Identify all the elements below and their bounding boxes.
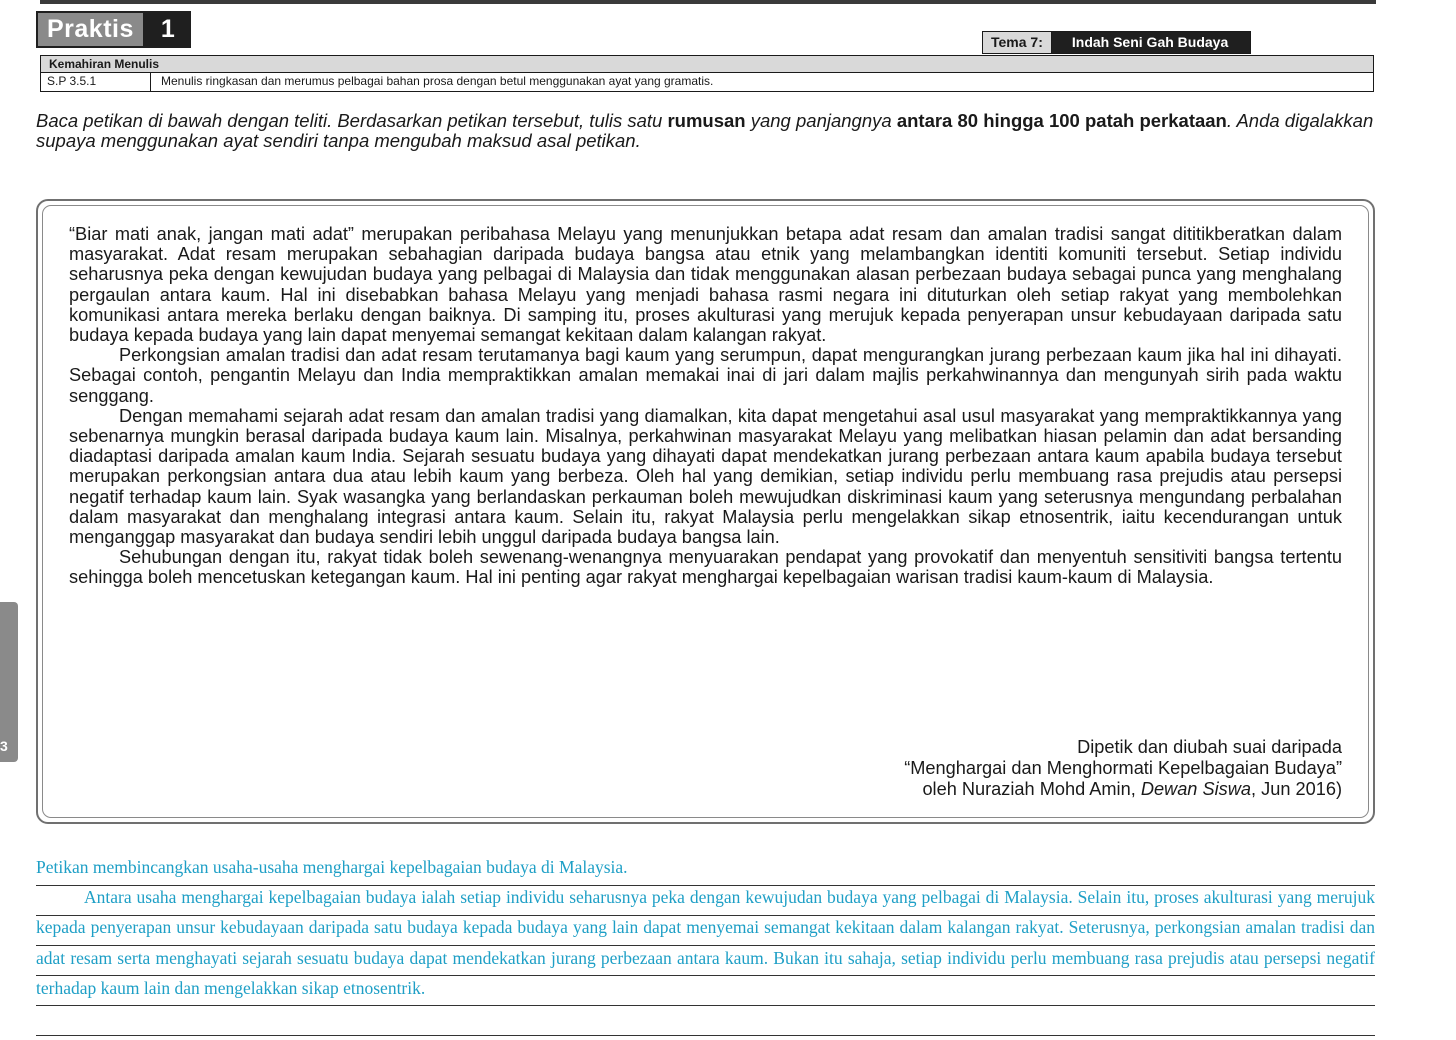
tema-label: Tema 7: xyxy=(983,32,1052,53)
passage-paragraph: Dengan memahami sejarah adat resam dan amalan tradisi yang diamalkan, kita dapat mengetahui asal usul masyarakat yang mempraktikkannya yang sebenarnya mungkin berasal daripada budaya kaum lain. Misalnya, perkahwinan masyarakat Melayu yang melibatkan hiasan pelamin dan adat bersanding diadaptasi daripada amalan kaum India. Sejarah sesuatu budaya yang dihayati dapat mendekatkan jurang perbezaan antara kaum apabila budaya tersebut merupakan perkongsian antara dua atau lebih kaum yang berbeza. Oleh hal yang demikian, setiap individu perlu membuang rasa prejudis atau persepsi negatif terhadap kaum lain. Syak wasangka yang berlandaskan perkauman boleh mewujudkan diskriminasi kaum yang seterusnya mengundang perbalahan dalam masyarakat dan menghalang integrasi antara kaum. Selain itu, rakyat Malaysia perlu mengelakkan sikap etnosentrik, iaitu kecendurangan untuk menganggap masyarakat dan budaya sendiri lebih unggul daripada budaya bangsa lain. xyxy=(69,405,1342,548)
skill-description: Menulis ringkasan dan merumus pelbagai bahan prosa dengan betul menggunakan ayat yang gramatis. xyxy=(161,74,714,88)
answer-rule-line xyxy=(36,1006,1375,1036)
praktis-word: Praktis xyxy=(38,13,143,46)
passage-source xyxy=(904,737,1342,800)
passage-paragraph: “Biar mati anak, jangan mati adat” merupakan peribahasa Melayu yang menunjukkan betapa adat resam dan amalan tradisi sangat dititikberatkan dalam masyarakat. Adat resam merupakan sebahagian daripada budaya bangsa atau etnik yang melambangkan identiti komuniti tersebut. Setiap individu seharusnya peka dengan kewujudan budaya yang pelbagai di Malaysia dan tidak menggunakan alasan perbezaan budaya sebagai punca yang menghalang pergaulan antara kaum. Hal ini disebabkan bahasa Melayu yang menjadi bahasa rasmi negara ini dituturkan oleh setiap rakyat yang membolehkan komunikasi antara mereka berlaku dengan baiknya. Di samping itu, proses akulturasi yang merujuk kepada penyerapan unsur kebudayaan daripada satu budaya kepada budaya yang lain dapat menyemai semangat kekitaan dalam kalangan rakyat. xyxy=(69,224,1342,346)
skill-heading: Kemahiran Menulis xyxy=(41,56,1373,73)
answer-body: Antara usaha menghargai kepelbagaian budaya ialah setiap individu seharusnya peka dengan kewujudan budaya yang pelbagai di Malaysia. Selain itu, proses akulturasi yang merujuk kepada penyerapan unsur kebudayaan daripada satu budaya kepada budaya yang lain dapat menyemai semangat kekitaan dalam kalangan rakyat. Seterusnya, perkongsian amalan tradisi dan adat resam serta menghayati sejarah sesuatu budaya dapat mendekatkan jurang perbezaan antara kaum. Bukan itu sahaja, setiap individu perlu membuang rasa prejudis atau persepsi negatif terhadap kaum lain dan mengelakkan sikap etnosentrik. xyxy=(36,887,1375,998)
instructions-part3: . Anda digalakkan supaya menggunakan ayat sendiri tanpa mengubah maksud asal petikan. xyxy=(36,110,1374,151)
tema-value: Indah Seni Gah Budaya xyxy=(1052,32,1250,53)
instructions-part2: yang panjangnya xyxy=(745,110,897,131)
instructions-bold-word-count: antara 80 hingga 100 patah perkataan xyxy=(896,110,1227,131)
source-author: oleh Nuraziah Mohd Amin, xyxy=(922,779,1141,799)
praktis-badge xyxy=(36,11,191,48)
top-rule xyxy=(40,0,1376,4)
instructions-bold-rumusan: rumusan xyxy=(667,110,746,131)
instructions xyxy=(36,111,1376,151)
skill-code: S.P 3.5.1 xyxy=(41,73,151,91)
passage-paragraph: Perkongsian amalan tradisi dan adat resam terutamanya bagi kaum yang serumpun, dapat mengurangkan jurang perbezaan kaum jika hal ini dihayati. Sebagai contoh, pengantin Melayu dan India mempraktikkan amalan memakai inai di jari dalam majlis perkahwinannya dan mengunyah sirih pada waktu senggang. xyxy=(69,345,1342,406)
tema-banner xyxy=(982,31,1251,54)
source-publication: Dewan Siswa xyxy=(1140,779,1251,799)
skill-row xyxy=(41,73,1373,91)
source-line-3 xyxy=(904,779,1342,800)
passage-text xyxy=(69,224,1342,588)
source-date: , Jun 2016) xyxy=(1251,779,1342,799)
source-line-1: Dipetik dan diubah suai daripada xyxy=(1077,737,1342,757)
side-tab-number: 3 xyxy=(0,738,8,754)
skill-table xyxy=(40,55,1374,92)
answer-intro: Petikan membincangkan usaha-usaha menghargai kepelbagaian budaya di Malaysia. xyxy=(36,857,628,877)
instructions-part1: Baca petikan di bawah dengan teliti. Berdasarkan petikan tersebut, tulis satu xyxy=(36,110,668,131)
praktis-number: 1 xyxy=(160,15,175,43)
answer-text xyxy=(36,852,1375,1003)
passage-paragraph: Sehubungan dengan itu, rakyat tidak boleh sewenang-wenangnya menyuarakan pendapat yang provokatif dan menyentuh sensitiviti bangsa tertentu sehingga boleh mencetuskan ketegangan kaum. Hal ini penting agar rakyat menghargai kepelbagaian warisan tradisi kaum-kaum di Malaysia. xyxy=(69,547,1342,588)
source-line-2: “Menghargai dan Menghormati Kepelbagaian Budaya” xyxy=(904,758,1342,778)
